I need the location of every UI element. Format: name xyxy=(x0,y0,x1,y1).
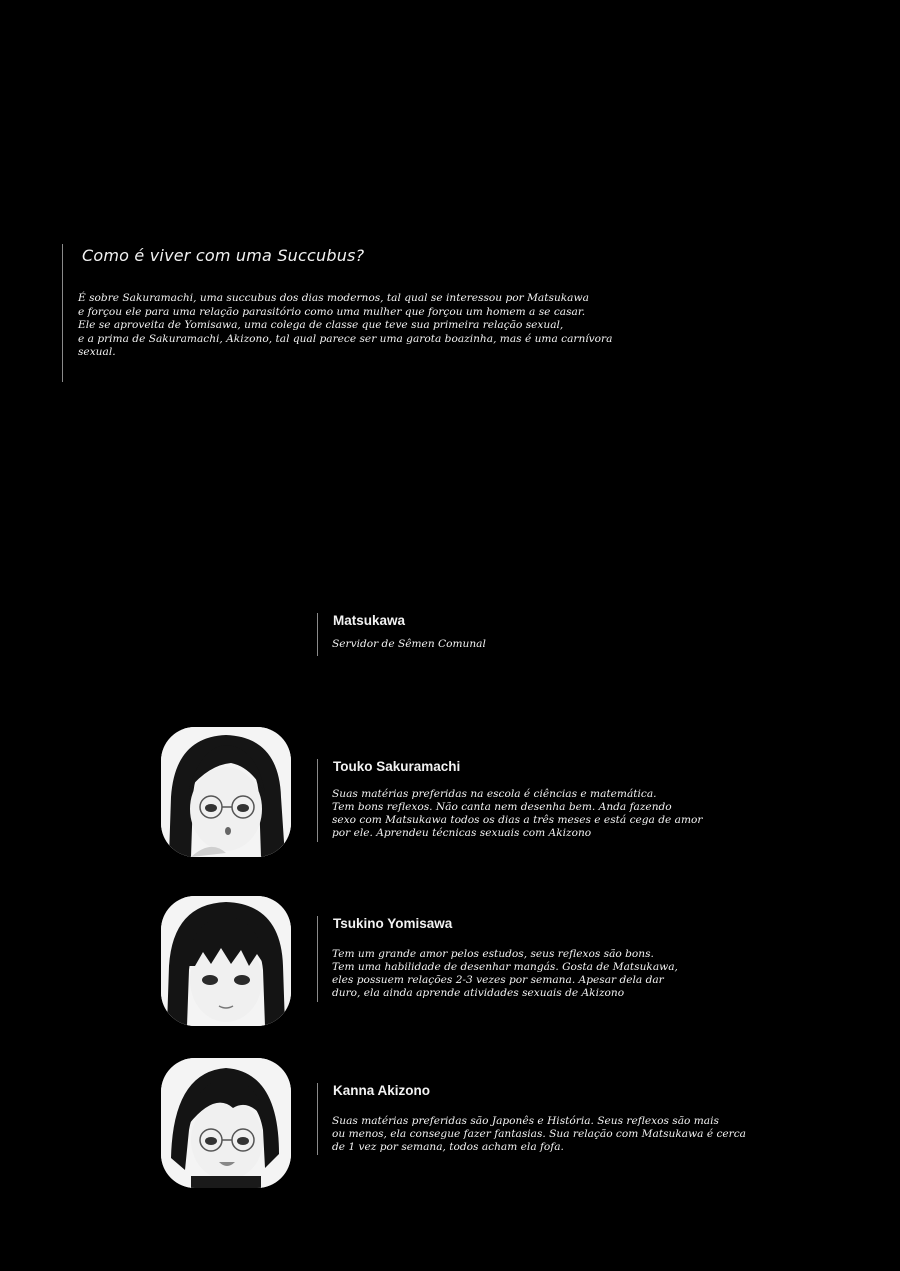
character-entry-kanna xyxy=(317,1083,768,1155)
character-name: Kanna Akizono xyxy=(333,1083,431,1098)
description-line: eles possuem relações 2-3 vezes por semana. Apesar dela dar xyxy=(332,974,664,986)
synopsis-line: Ele se aproveita de Yomisawa, uma colega de classe que teve sua primeira relação sexual, xyxy=(78,319,564,331)
description-line: por ele. Aprendeu técnicas sexuais com Akizono xyxy=(332,827,592,839)
portrait-kanna xyxy=(161,1058,291,1188)
portrait-touko xyxy=(161,727,291,857)
synopsis-section xyxy=(62,244,703,382)
synopsis-text xyxy=(78,292,698,360)
synopsis-line: e a prima de Sakuramachi, Akizono, tal qual parece ser uma garota boazinha, mas é uma carnívora xyxy=(78,332,613,345)
character-entry-tsukino xyxy=(317,916,768,1002)
description-line: de 1 vez por semana, todos acham ela fofa. xyxy=(332,1141,564,1153)
description-line: Suas matérias preferidas são Japonês e História. Seus reflexos são mais xyxy=(332,1115,719,1127)
description-line: duro, ela ainda aprende atividades sexuais de Akizono xyxy=(332,987,625,999)
character-description xyxy=(332,1115,772,1154)
synopsis-title: Como é viver com uma Succubus? xyxy=(82,246,365,265)
character-name: Matsukawa xyxy=(333,613,406,628)
character-name: Touko Sakuramachi xyxy=(333,759,461,774)
description-line: Suas matérias preferidas na escola é ciências e matemática. xyxy=(332,788,657,800)
character-entry-touko xyxy=(317,759,768,842)
description-line: sexo com Matsukawa todos os dias a três meses e está cega de amor xyxy=(332,814,703,826)
portrait-tsukino xyxy=(161,896,291,1026)
character-entry-matsukawa xyxy=(317,613,768,656)
girl-portrait-icon xyxy=(161,727,291,857)
synopsis-line: sexual. xyxy=(78,346,116,358)
description-line: Tem bons reflexos. Não canta nem desenha bem. Anda fazendo xyxy=(332,801,672,813)
girl-portrait-icon xyxy=(161,1058,291,1188)
synopsis-line: e forçou ele para uma relação parasitório como uma mulher que forçou um homem a se casar. xyxy=(78,305,586,318)
character-description xyxy=(332,638,772,651)
description-line: Tem um grande amor pelos estudos, seus reflexos são bons. xyxy=(332,948,654,960)
description-line: Servidor de Sêmen Comunal xyxy=(332,638,486,650)
character-description xyxy=(332,948,772,1000)
character-name: Tsukino Yomisawa xyxy=(333,916,453,931)
character-description xyxy=(332,788,772,840)
girl-portrait-icon xyxy=(161,896,291,1026)
description-line: ou menos, ela consegue fazer fantasias. Sua relação com Matsukawa é cerca xyxy=(332,1128,746,1140)
description-line: Tem uma habilidade de desenhar mangás. Gosta de Matsukawa, xyxy=(332,961,678,973)
synopsis-line: É sobre Sakuramachi, uma succubus dos dias modernos, tal qual se interessou por Matsukawa xyxy=(78,292,589,304)
